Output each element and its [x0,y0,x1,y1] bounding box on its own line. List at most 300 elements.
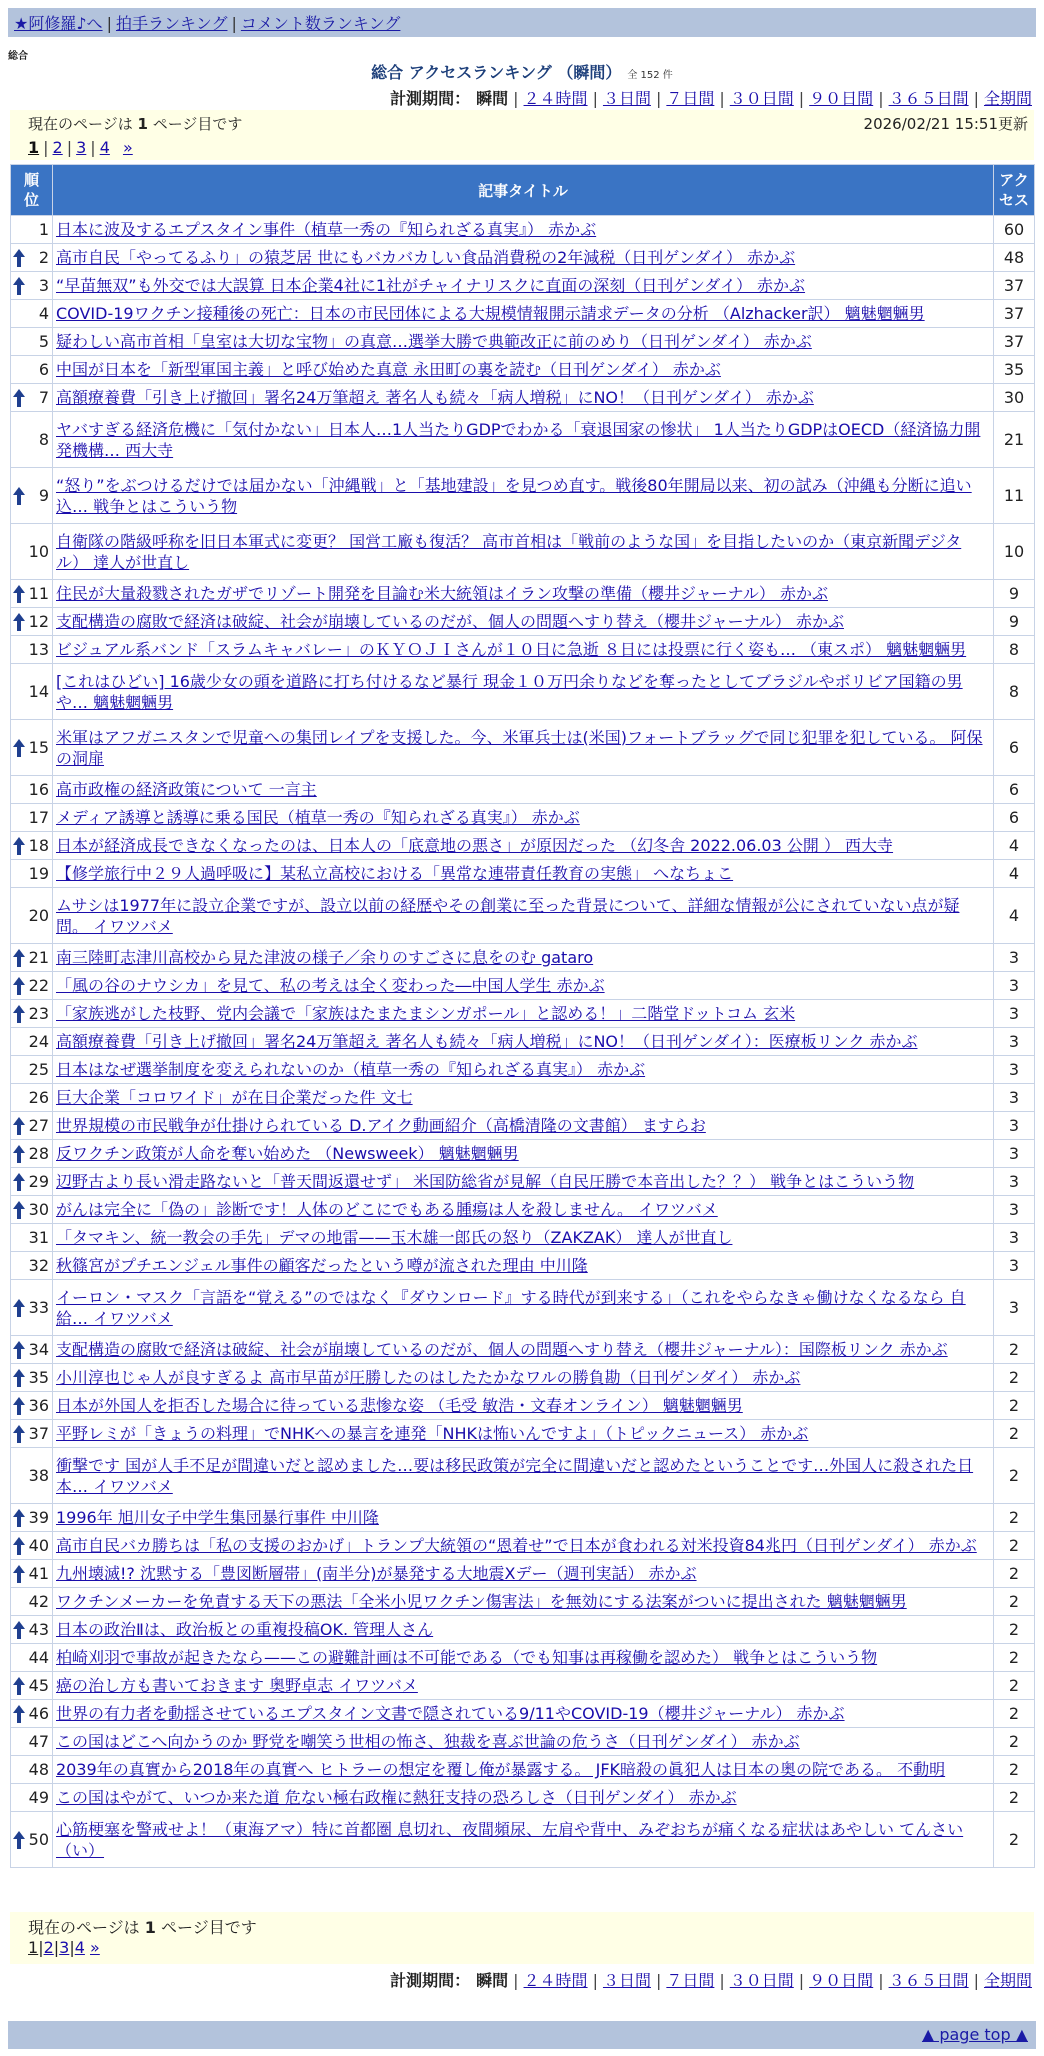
access-count: 37 [994,300,1035,328]
rank-number: 44 [28,1648,49,1667]
access-count: 2 [994,1504,1035,1532]
table-row [11,412,1035,468]
article-link[interactable]: 高市政権の経済政策について 一言主 [56,780,317,799]
bottom-page-link-4[interactable]: 4 [74,1938,85,1957]
bottom-period-link-5[interactable]: ３６５日間 [888,1971,969,1990]
rank-number: 2 [38,248,49,267]
top-period-link-5[interactable]: ３６５日間 [888,89,969,108]
bottom-next-page-link[interactable]: » [90,1938,100,1957]
table-row [11,1728,1035,1756]
table-row [11,1084,1035,1112]
page-sep: | [53,1938,60,1957]
title-cell [53,524,994,580]
table-row [11,1560,1035,1588]
article-link[interactable]: 【修学旅行中２９人過呼吸に】某私立高校における「異常な連帯責任教育の実態」 へなちょこ [56,864,734,883]
up-arrow-icon [13,1341,25,1359]
rank-number: 43 [28,1620,49,1639]
access-count: 3 [994,1168,1035,1196]
up-arrow-icon [13,1565,25,1583]
article-link[interactable]: 反ワクチン政策が人命を奪い始めた （Newsweek） 魑魅魍魎男 [56,1144,519,1163]
period-sep: | [592,1971,598,1990]
article-link[interactable]: がんは完全に「偽の」診断です！人体のどこにでもある腫瘍は人を殺しません。 イワツバメ [56,1200,718,1219]
article-link[interactable]: 高市自民バカ勝ちは「私の支援のおかげ」トランプ大統領の“恩着せ”で日本が食われる対米投資84兆円（日刊ゲンダイ） 赤かぶ [56,1536,977,1555]
article-link[interactable]: 自衛隊の階級呼称を旧日本軍式に変更？ 国営工廠も復活？ 高市首相は「戦前のような国」を目指したいのか（東京新聞デジタル） 達人が世直し [56,531,962,572]
access-count: 35 [994,356,1035,384]
rank-cell [11,1700,53,1728]
up-arrow-icon [13,1173,25,1191]
article-link[interactable]: 日本が経済成長できなくなったのは、日本人の「底意地の悪さ」が原因だった （幻冬舎 2022.06.03 公開 ） 西大寺 [56,836,894,855]
rank-number: 46 [28,1704,49,1723]
title-cell [53,720,994,776]
title-cell [53,832,994,860]
title-cell [53,1756,994,1784]
up-arrow-icon [13,1397,25,1415]
title-cell [53,664,994,720]
up-arrow-icon [13,1201,25,1219]
bottom-bar [8,2021,1036,2049]
rank-number: 36 [28,1396,49,1415]
article-link[interactable]: 「タマキン、統一教会の手先」デマの地雷——玉木雄一郎氏の怒り（ZAKZAK） 達人が世直し [56,1228,733,1247]
title-cell [53,1196,994,1224]
title-cell [53,468,994,524]
article-link[interactable]: “怒り”をぶつけるだけでは届かない「沖縄戦」と「基地建設」を見つめ直す。戦後80年開局以来、初の試み（沖縄も分断に追い込… 戦争とはこういう物 [56,475,972,516]
rank-cell [11,1000,53,1028]
up-arrow-icon [13,1117,25,1135]
article-link[interactable]: メディア誘導と誘導に乗る国民（植草一秀の『知られざる真実』） 赤かぶ [56,808,580,827]
access-count: 2 [994,1812,1035,1868]
table-row [11,720,1035,776]
up-arrow-icon [13,1677,25,1695]
rank-number: 16 [28,780,49,799]
title-cell [53,972,994,1000]
article-link[interactable]: 九州壊滅!? 沈黙する「豊図断層帯」(南半分)が暴発する大地震Xデー（週刊実話） 赤かぶ [56,1564,697,1583]
table-row [11,1700,1035,1728]
nav-link-clap-ranking[interactable]: 拍手ランキング [115,14,228,33]
bottom-page-link-3[interactable]: 3 [59,1938,70,1957]
table-row [11,972,1035,1000]
rank-cell [11,272,53,300]
access-count: 8 [994,664,1035,720]
access-count: 2 [994,1644,1035,1672]
rank-cell [11,1364,53,1392]
up-arrow-icon [13,1369,25,1387]
table-row [11,1672,1035,1700]
top-period-link-3[interactable]: ３０日間 [729,89,794,108]
title-cell [53,636,994,664]
title-cell [53,1392,994,1420]
article-link[interactable]: ワクチンメーカーを免責する天下の悪法「全米小児ワクチン傷害法」を無効にする法案がついに提出された 魑魅魍魎男 [56,1592,907,1611]
period-sep: | [878,1971,884,1990]
up-arrow-icon [13,389,25,407]
title-cell [53,1728,994,1756]
table-row [11,1588,1035,1616]
rank-cell [11,1756,53,1784]
article-link[interactable]: 「家族逃がした枝野、党内会議で「家族はたまたまシンガポール」と認める！」二階堂ドットコム 玄米 [56,1004,796,1023]
bottom-period-link-3[interactable]: ３０日間 [729,1971,794,1990]
access-count: 2 [994,1532,1035,1560]
article-link[interactable]: 1996年 旭川女子中学生集団暴行事件 中川隆 [56,1508,379,1527]
rank-number: 8 [38,430,49,449]
access-count: 2 [994,1364,1035,1392]
period-sep: | [973,1971,979,1990]
access-count: 11 [994,468,1035,524]
table-row [11,636,1035,664]
article-link[interactable]: 世界規模の市民戦争が仕掛けられている D.アイク動画紹介（高橋清隆の文書館） ますらお [56,1116,706,1135]
article-link[interactable]: この国はやがて、いつか来た道 危ない極右政権に熱狂支持の恐ろしさ（日刊ゲンダイ） 赤かぶ [56,1788,737,1807]
up-arrow-icon [13,277,25,295]
title-cell [53,1672,994,1700]
period-sep: | [878,89,884,108]
title-cell [53,888,994,944]
top-page-current: 1 [28,138,40,157]
article-link[interactable]: 日本はなぜ選挙制度を変えられないのか（植草一秀の『知られざる真実』） 赤かぶ [56,1060,646,1079]
nav-sep: | [231,14,237,33]
period-current: 瞬間 [476,1971,509,1990]
rank-number: 4 [38,304,49,323]
article-link[interactable]: COVID-19ワクチン接種後の死亡：日本の市民団体による大規模情報開示請求データの分析 （Alzhacker訳） 魑魅魍魎男 [56,304,925,323]
article-link[interactable]: 住民が大量殺戮されたガザでリゾート開発を目論む米大統領はイラン攻撃の準備（櫻井ジャーナル） 赤かぶ [56,584,828,603]
access-count: 2 [994,1392,1035,1420]
up-arrow-icon [13,1831,25,1849]
top-period-link-6[interactable]: 全期間 [983,89,1032,108]
rank-cell [11,1672,53,1700]
access-count: 4 [994,832,1035,860]
title-cell [53,1812,994,1868]
rank-cell [11,1532,53,1560]
table-header-row [11,165,1035,216]
rank-cell [11,1812,53,1868]
access-count: 30 [994,384,1035,412]
top-page-link-2[interactable]: 2 [52,138,63,157]
nav-link-comment-ranking[interactable]: コメント数ランキング [240,14,401,33]
rank-number: 30 [28,1200,49,1219]
article-link[interactable]: 巨大企業「コロワイド」が在日企業だった件 文七 [56,1088,413,1107]
article-link[interactable]: 支配構造の腐敗で経済は破綻、社会が崩壊しているのだが、個人の問題へすり替え（櫻井ジャーナル） 赤かぶ [56,612,844,631]
title-cell [53,412,994,468]
top-page-link-4[interactable]: 4 [99,138,110,157]
page-links [28,138,1016,157]
rank-number: 24 [28,1032,49,1051]
article-link[interactable]: 2039年の真實から2018年の真實へ ヒトラーの想定を覆し俺が暴露する。 JFK暗殺の眞犯人は日本の奥の院である。 不動明 [56,1760,946,1779]
article-link[interactable]: 南三陸町志津川高校から見た津波の様子／余りのすごさに息をのむ gataro [56,948,594,967]
title-cell [53,1056,994,1084]
article-link[interactable]: 心筋梗塞を警戒せよ！（東海アマ）特に首都圏 息切れ、夜間頻尿、左肩や背中、みぞおちが痛くなる症状はあやしい てんさい（い） [56,1819,964,1860]
table-row [11,1392,1035,1420]
article-link[interactable]: この国はどこへ向かうのか 野党を嘲笑う世相の怖さ、独裁を喜ぶ世論の危うさ（日刊ゲンダイ） 赤かぶ [56,1732,800,1751]
rank-cell [11,356,53,384]
up-arrow-icon [13,1299,25,1317]
table-row [11,1196,1035,1224]
access-count: 6 [994,720,1035,776]
page-title [0,60,1044,83]
rank-cell [11,1392,53,1420]
rank-cell [11,1084,53,1112]
table-row [11,608,1035,636]
article-link[interactable]: 高額療養費「引き上げ撤回」署名24万筆超え 著名人も続々「病人増税」にNO！（日刊ゲンダイ）：医療板リンク 赤かぶ [56,1032,918,1051]
access-count: 2 [994,1560,1035,1588]
article-link[interactable]: 世界の有力者を動揺させているエプスタイン文書で隠されている9/11やCOVID-19（櫻井ジャーナル） 赤かぶ [56,1704,845,1723]
period-selector-bottom [390,1968,1032,1991]
access-count: 60 [994,216,1035,244]
table-row [11,328,1035,356]
rank-cell [11,384,53,412]
rank-cell [11,580,53,608]
up-arrow-icon [13,1537,25,1555]
access-count: 9 [994,580,1035,608]
article-link[interactable]: [これはひどい] 16歳少女の頭を道路に打ち付けるなど暴行 現金１０万円余りなどを奪ったとしてブラジルやボリビア国籍の男や… 魑魅魍魎男 [56,671,963,712]
table-row [11,944,1035,972]
page-sep: | [69,1938,75,1957]
title-cell [53,1224,994,1252]
title-cell [53,244,994,272]
access-count: 4 [994,888,1035,944]
rank-number: 18 [28,836,49,855]
up-arrow-icon [13,1621,25,1639]
up-arrow-icon [13,1509,25,1527]
access-count: 3 [994,972,1035,1000]
table-row [11,1224,1035,1252]
article-link[interactable]: 中国が日本を「新型軍国主義」と呼び始めた真意 永田町の裏を読む（日刊ゲンダイ） 赤かぶ [56,360,721,379]
rank-cell [11,636,53,664]
table-row [11,524,1035,580]
page-top-link[interactable]: ▲ page top ▲ [921,2025,1028,2044]
access-count: 3 [994,1280,1035,1336]
current-page-text: 現在のページは 1 ページ目です [28,1918,257,1937]
article-link[interactable]: 日本の政治Ⅱは、政治板との重複投稿OK. 管理人さん [56,1620,434,1639]
rank-number: 1 [38,220,49,239]
title-cell [53,1140,994,1168]
ranking-table-body [11,216,1035,1868]
header-title: 記事タイトル [53,165,994,216]
title-cell [53,608,994,636]
up-arrow-icon [13,949,25,967]
table-row [11,1112,1035,1140]
access-count: 48 [994,244,1035,272]
article-link[interactable]: 日本に波及するエプスタイン事件（植草一秀の『知られざる真実』） 赤かぶ [56,220,597,239]
rank-cell [11,468,53,524]
bottom-period-link-2[interactable]: ７日間 [666,1971,715,1990]
rank-cell [11,804,53,832]
access-count: 2 [994,1700,1035,1728]
rank-cell [11,1252,53,1280]
rank-number: 17 [28,808,49,827]
bottom-period-link-0[interactable]: ２４時間 [523,1971,588,1990]
access-count: 10 [994,524,1035,580]
table-row [11,356,1035,384]
table-row [11,1532,1035,1560]
title-cell [53,1616,994,1644]
article-link[interactable]: 衝撃です 国が人手不足が間違いだと認めました…要は移民政策が完全に間違いだと認めたということです…外国人に殺された日本… イワツバメ [56,1455,974,1496]
table-row [11,300,1035,328]
top-period-link-0[interactable]: ２４時間 [523,89,588,108]
title-cell [53,1420,994,1448]
access-count: 2 [994,1448,1035,1504]
access-count: 2 [994,1616,1035,1644]
pagination-top [10,110,1034,160]
rank-number: 6 [38,360,49,379]
article-link[interactable]: 柏崎刈羽で事故が起きたなら——この避難計画は不可能である（でも知事は再稼働を認めた） 戦争とはこういう物 [56,1648,878,1667]
article-link[interactable]: 疑わしい高市首相「皇室は大切な宝物」の真意…選挙大勝で典範改正に前のめり（日刊ゲンダイ） 赤かぶ [56,332,812,351]
rank-cell [11,1224,53,1252]
pagination-bottom [10,1912,1034,1964]
current-page-number: 1 [144,1918,156,1937]
rank-number: 50 [28,1830,49,1849]
access-count: 8 [994,636,1035,664]
bottom-period-link-4[interactable]: ９０日間 [809,1971,874,1990]
rank-number: 48 [28,1760,49,1779]
access-count: 6 [994,776,1035,804]
table-row [11,1644,1035,1672]
nav-link-asyura[interactable]: ★阿修羅♪へ [14,14,103,33]
title-cell [53,944,994,972]
access-count: 3 [994,1084,1035,1112]
access-count: 37 [994,272,1035,300]
period-sep: | [655,1971,662,1990]
rank-number: 21 [28,948,49,967]
article-link[interactable]: 高額療養費「引き上げ撤回」署名24万筆超え 著名人も続々「病人増税」にNO！（日刊ゲンダイ） 赤かぶ [56,388,814,407]
title-cell [53,328,994,356]
bottom-period-link-1[interactable]: ３日間 [602,1971,651,1990]
article-link[interactable]: 高市自民「やってるふり」の猿芝居 世にもバカバカしい食品消費税の2年減税（日刊ゲンダイ） 赤かぶ [56,248,796,267]
table-row [11,1364,1035,1392]
period-sep: | [719,1971,725,1990]
title-cell [53,804,994,832]
table-row [11,664,1035,720]
rank-number: 35 [28,1368,49,1387]
bottom-page-link-2[interactable]: 2 [43,1938,54,1957]
title-cell [53,1644,994,1672]
rank-number: 47 [28,1732,49,1751]
title-cell [53,300,994,328]
up-arrow-icon [13,249,25,267]
article-link[interactable]: 秋篠宮がプチエンジェル事件の顧客だったという噂が流された理由 中川隆 [56,1256,588,1275]
table-row [11,1000,1035,1028]
access-count: 6 [994,804,1035,832]
header-access: アクセス [994,165,1035,216]
access-count: 4 [994,860,1035,888]
title-cell [53,1364,994,1392]
period-label: 計測期間： [390,1971,471,1990]
rank-cell [11,608,53,636]
table-row [11,1168,1035,1196]
rank-number: 42 [28,1592,49,1611]
rank-number: 14 [28,682,49,701]
article-link[interactable]: ムサシは1977年に設立企業ですが、設立以前の経歴やその創業に至った背景について、詳細な情報が公にされていない点が疑問。 イワツバメ [56,895,960,936]
title-cell [53,1532,994,1560]
period-sep: | [513,1971,519,1990]
rank-number: 23 [28,1004,49,1023]
article-link[interactable]: ビジュアル系バンド「スラムキャバレー」のＫＹＯＪＩさんが１０日に急逝 ８日には投票に行く姿も… （東スポ） 魑魅魍魎男 [56,640,967,659]
rank-cell [11,1420,53,1448]
title-cell [53,776,994,804]
rank-cell [11,1784,53,1812]
title-cell [53,1700,994,1728]
title-cell [53,1028,994,1056]
access-count: 2 [994,1588,1035,1616]
access-count: 3 [994,1224,1035,1252]
bottom-page-current: 1 [28,1938,39,1957]
top-next-page-link[interactable]: » [122,138,133,157]
article-link[interactable]: 癌の治し方も書いておきます 奥野卓志 イワツバメ [56,1676,418,1695]
top-page-link-3[interactable]: 3 [76,138,87,157]
top-period-link-2[interactable]: ７日間 [666,89,715,108]
article-link[interactable]: イーロン・マスク「言語を“覚える”のではなく『ダウンロード』する時代が到来する」（これをやらなきゃ働けなくなるなら 自給… イワツバメ [56,1287,966,1328]
up-arrow-icon [13,487,25,505]
rank-number: 20 [28,906,49,925]
article-link[interactable]: 米軍はアフガニスタンで児童への集団レイプを支援した。今、米軍兵士は(米国)フォートブラッグで同じ犯罪を犯している。 阿保の洞扉 [56,727,983,768]
access-count: 2 [994,1336,1035,1364]
rank-number: 37 [28,1424,49,1443]
article-link[interactable]: 平野レミが「きょうの料理」でNHKへの暴言を連発「NHKは怖いんですよ」（トピックニュース） 赤かぶ [56,1424,809,1443]
table-row [11,1336,1035,1364]
title-cell [53,1280,994,1336]
nav-sep: | [106,14,112,33]
top-period-link-1[interactable]: ３日間 [602,89,651,108]
table-row [11,244,1035,272]
access-count: 2 [994,1756,1035,1784]
updated-timestamp: 2026/02/21 15:51更新 [863,115,1028,133]
table-row [11,832,1035,860]
rank-cell [11,244,53,272]
rank-cell [11,860,53,888]
table-row [11,1420,1035,1448]
rank-cell [11,1504,53,1532]
access-count: 3 [994,1252,1035,1280]
current-page-text: 現在のページは 1 ページ目です [28,115,243,133]
up-arrow-icon [13,1005,25,1023]
rank-cell [11,1280,53,1336]
article-link[interactable]: 日本が外国人を拒否した場合に待っている悲惨な姿 （毛受 敏浩・文春オンライン） 魑魅魍魎男 [56,1396,743,1415]
rank-number: 10 [28,542,49,561]
period-sep: | [655,89,662,108]
rank-number: 12 [28,612,49,631]
ranking-table [10,164,1035,1868]
article-link[interactable]: 辺野古より長い滑走路ないと「普天間返還せず」 米国防総省が見解（自民圧勝で本音出した？？） 戦争とはこういう物 [56,1172,915,1191]
access-count: 3 [994,1056,1035,1084]
rank-cell [11,300,53,328]
period-sep: | [719,89,725,108]
access-count: 2 [994,1784,1035,1812]
article-link[interactable]: “早苗無双”も外交では大誤算 日本企業4社に1社がチャイナリスクに直面の深刻（日刊ゲンダイ） 赤かぶ [56,276,806,295]
rank-cell [11,216,53,244]
period-sep: | [513,89,519,108]
rank-cell [11,1448,53,1504]
rank-number: 7 [38,388,49,407]
access-count: 3 [994,944,1035,972]
table-row [11,1028,1035,1056]
rank-cell [11,664,53,720]
article-link[interactable]: 支配構造の腐敗で経済は破綻、社会が崩壊しているのだが、個人の問題へすり替え（櫻井ジャーナル）：国際板リンク 赤かぶ [56,1340,948,1359]
up-arrow-icon [13,1145,25,1163]
top-nav-bar [8,8,1036,37]
article-link[interactable]: 「風の谷のナウシカ」を見て、私の考えは全く変わった―中国人学生 赤かぶ [56,976,605,995]
article-link[interactable]: 小川淳也じゃ人が良すぎるよ 高市早苗が圧勝したのはしたたかなワルの勝負勘（日刊ゲンダイ） 赤かぶ [56,1368,801,1387]
rank-number: 5 [38,332,49,351]
article-link[interactable]: ヤバすぎる経済危機に「気付かない」日本人…1人当たりGDPでわかる「衰退国家の惨状」 1人当たりGDPはOECD（経済協力開発機構… 西大寺 [56,419,981,460]
table-row [11,216,1035,244]
rank-cell [11,412,53,468]
rank-number: 19 [28,864,49,883]
title-cell [53,1448,994,1504]
period-current: 瞬間 [476,89,509,108]
rank-cell [11,972,53,1000]
up-arrow-icon [13,1425,25,1443]
rank-cell [11,832,53,860]
rank-number: 41 [28,1564,49,1583]
bottom-period-link-6[interactable]: 全期間 [983,1971,1032,1990]
breadcrumb: 総合 [8,51,28,62]
top-period-link-4[interactable]: ９０日間 [809,89,874,108]
